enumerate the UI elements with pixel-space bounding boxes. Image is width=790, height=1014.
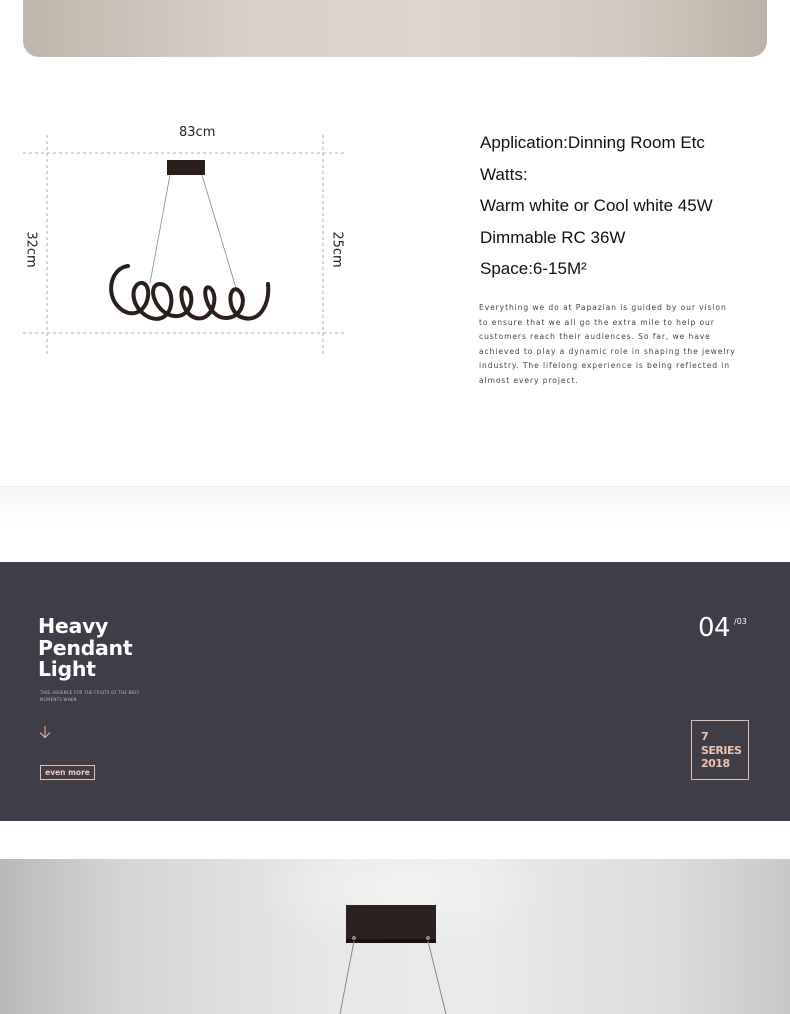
height-left-dimension-label: 32cm [23, 231, 39, 268]
promo-banner [0, 562, 790, 821]
arrow-down-icon[interactable] [37, 724, 53, 740]
series-year: 2018 [701, 757, 730, 770]
pendant-lamp-icon [20, 118, 360, 363]
spec-application: Application:Dinning Room Etc [480, 133, 705, 152]
even-more-button[interactable]: even more [40, 765, 95, 780]
banner-title-line: Light [38, 657, 96, 681]
banner-title-line: Heavy [38, 614, 109, 638]
pendant-lamp-icon [0, 859, 790, 1014]
page-current: 04 [698, 613, 731, 643]
series-badge [691, 720, 749, 780]
height-right-dimension-label: 25cm [329, 231, 345, 268]
bottom-product-photo [0, 859, 790, 1014]
series-number: 7 [701, 730, 709, 743]
spec-warm-cool: Warm white or Cool white 45W [480, 196, 713, 215]
banner-title-line: Pendant [38, 635, 133, 660]
banner-title [38, 616, 238, 681]
spec-dimmable: Dimmable RC 36W [480, 227, 626, 247]
banner-subtitle: TAKE ABSENCE FOR THE FRUITS OF THE BEST MOMENTS WHEN [40, 690, 140, 702]
page-total: /03 [734, 617, 747, 626]
spec-space: Space:6-15M² [480, 259, 587, 278]
width-dimension-label: 83cm [179, 125, 216, 140]
spec-watts: Watts: [480, 164, 528, 184]
spec-description: Everything we do at Papazian is guided by our vision to ensure that we all go the extra mile to help our customers reach their audiences. So far, we have achieved to play a dynamic role in shaping the jewelry industry. The lifelong experience is being reflected in almost every project. [479, 303, 736, 385]
top-product-photo [23, 0, 767, 57]
series-label: SERIES [701, 743, 742, 757]
divider-shadow [0, 487, 790, 527]
series-text [701, 730, 741, 771]
dimension-diagram [20, 118, 360, 363]
spec-list [480, 131, 780, 289]
